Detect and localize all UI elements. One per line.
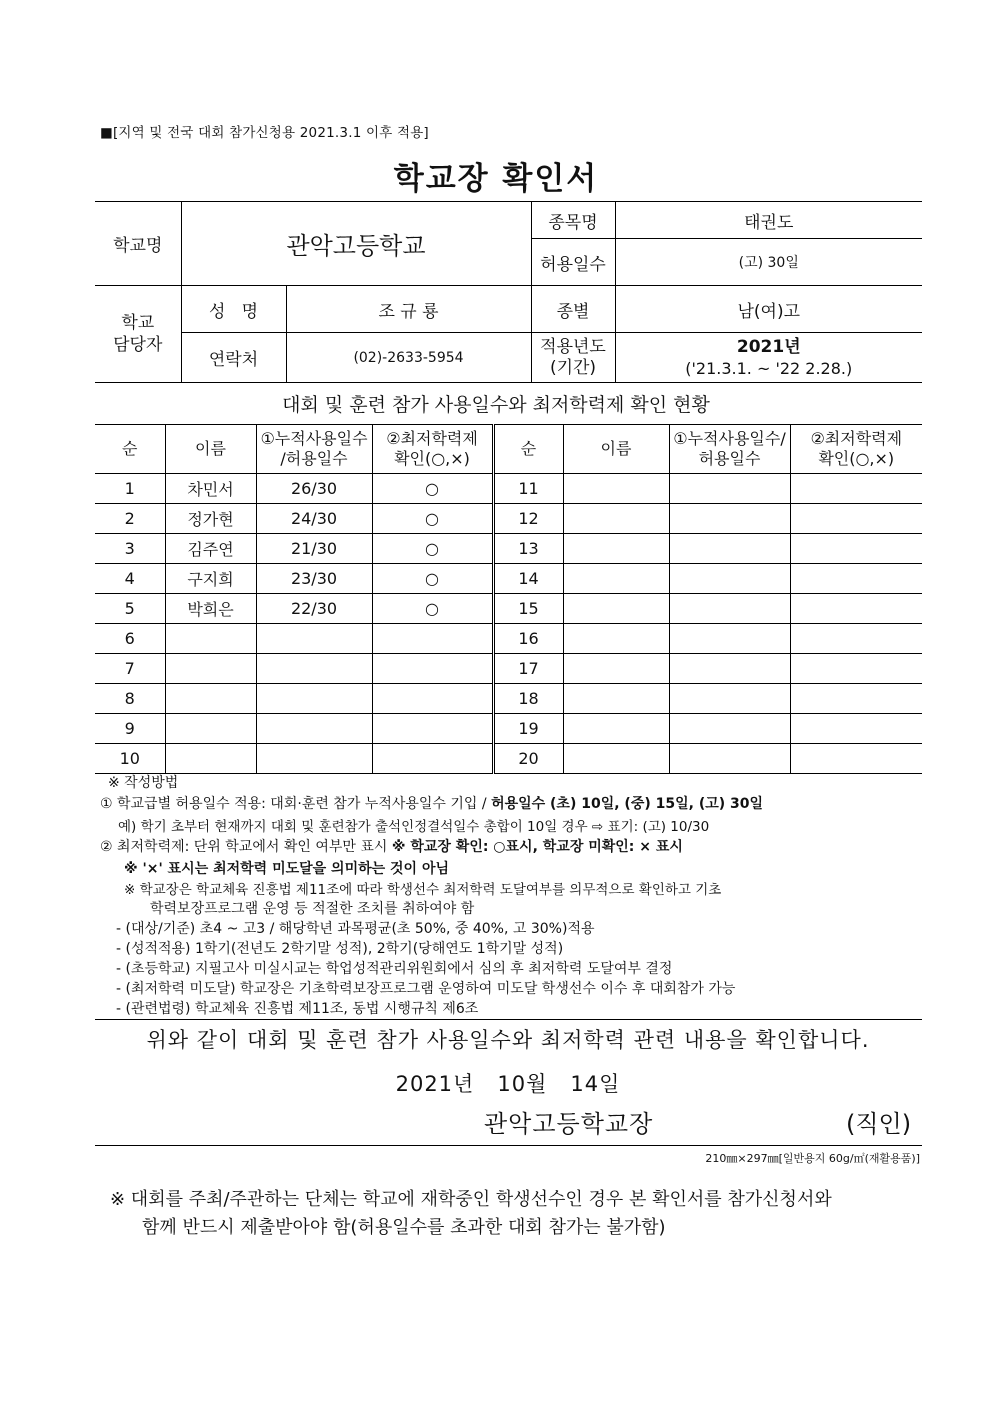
issue-date: 2021년 10월 14일: [395, 1072, 621, 1096]
row-name: [165, 624, 256, 654]
row-days-2: [669, 744, 790, 774]
school-label: 학교명: [95, 202, 181, 286]
section-title: 대회 및 훈련 참가 사용일수와 최저학력제 확인 현황: [282, 394, 710, 416]
row-check: [372, 684, 493, 714]
year-label: 적용년도 (기간): [531, 333, 615, 383]
row-check-2: [790, 744, 922, 774]
row-days: [256, 684, 372, 714]
row-check-2: [790, 714, 922, 744]
paper-spec: 210㎜×297㎜[일반용지 60g/㎡(재활용품)]: [705, 1152, 920, 1165]
method-line-11: - (관련법령) 학교체육 진흥법 제11조, 동법 시행규칙 제6조: [116, 1001, 479, 1017]
row-no-2: 18: [493, 684, 563, 714]
row-check: [372, 744, 493, 774]
row-days-2: [669, 534, 790, 564]
row-days-2: [669, 474, 790, 504]
row-no: 8: [95, 684, 165, 714]
allowed-days-value: (고) 30일: [615, 239, 922, 286]
official-seal-label: (직인): [846, 1110, 912, 1138]
row-days: 21/30: [256, 534, 372, 564]
divider-line: [95, 1019, 922, 1020]
table-row: [95, 714, 922, 744]
row-no-2: 12: [493, 504, 563, 534]
table-row: [95, 594, 922, 624]
row-days: [256, 654, 372, 684]
col-header-no-2: 순: [493, 425, 563, 474]
row-days-2: [669, 684, 790, 714]
method-line-5: ※ 학교장은 학교체육 진흥법 제11조에 따라 학생선수 최저학력 도달여부를 의무적으로 확인하고 기초: [124, 882, 722, 898]
method-line-7: - (대상/기준) 초4 ~ 고3 / 해당학년 과목평균(초 50%, 중 40%, 고 30%)적용: [116, 921, 595, 937]
gender-label: 종별: [531, 286, 615, 333]
row-check-2: [790, 654, 922, 684]
row-check: ○: [372, 594, 493, 624]
row-no-2: 14: [493, 564, 563, 594]
row-check-2: [790, 474, 922, 504]
method-line-3-b: ※ 학교장 확인: ○표시, 학교장 미확인: × 표시: [391, 839, 683, 855]
row-name: [165, 654, 256, 684]
col-header-name: 이름: [165, 425, 256, 474]
row-check: ○: [372, 474, 493, 504]
row-no: 1: [95, 474, 165, 504]
row-days-2: [669, 624, 790, 654]
row-name-2: [563, 504, 669, 534]
row-days-2: [669, 564, 790, 594]
row-name: 구지희: [165, 564, 256, 594]
row-no-2: 13: [493, 534, 563, 564]
row-name-2: [563, 684, 669, 714]
row-no-2: 11: [493, 474, 563, 504]
row-check: [372, 714, 493, 744]
method-line-8: - (성적적용) 1학기(전년도 2학기말 성적), 2학기(당해연도 1학기말 성적): [116, 941, 564, 957]
method-line-9: - (초등학교) 지필고사 미실시교는 학업성적관리위원회에서 심의 후 최저학력 도달여부 결정: [116, 961, 673, 977]
row-no: 6: [95, 624, 165, 654]
row-check-2: [790, 684, 922, 714]
col-header-check: ②최저학력제 확인(○,×): [372, 425, 493, 474]
row-days: [256, 744, 372, 774]
row-name-2: [563, 654, 669, 684]
row-days-2: [669, 594, 790, 624]
row-name-2: [563, 714, 669, 744]
year-period: ('21.3.1. ~ '22 2.28.): [685, 358, 853, 378]
row-name: 김주연: [165, 534, 256, 564]
row-name: [165, 744, 256, 774]
row-no: 7: [95, 654, 165, 684]
row-no: 2: [95, 504, 165, 534]
col-header-days: ①누적사용일수 /허용일수: [256, 425, 372, 474]
sport-label: 종목명: [531, 202, 615, 239]
form-header-note: ■[지역 및 전국 대회 참가신청용 2021.3.1 이후 적용]: [100, 125, 429, 141]
row-no-2: 16: [493, 624, 563, 654]
row-days: [256, 714, 372, 744]
row-days: 22/30: [256, 594, 372, 624]
row-check: [372, 624, 493, 654]
table-row: [95, 504, 922, 534]
table-row: [95, 744, 922, 774]
gender-value: 남(여)고: [615, 286, 922, 333]
status-table: [95, 424, 922, 774]
row-no: 5: [95, 594, 165, 624]
contact-value: (02)-2633-5954: [286, 333, 531, 383]
table-row: [95, 534, 922, 564]
year-value: 2021년: [736, 336, 801, 357]
row-check: [372, 654, 493, 684]
manager-label: 학교 담당자: [95, 286, 181, 383]
method-line-4: ※ '×' 표시는 최저학력 미도달을 의미하는 것이 아님: [124, 861, 449, 877]
row-name: 정가현: [165, 504, 256, 534]
method-line-6: 학력보장프로그램 운영 등 적절한 조치를 취하여야 함: [150, 901, 475, 917]
method-line-10: - (최저학력 미도달) 학교장은 기초학력보장프로그램 운영하여 미도달 학생선수 이수 후 대회참가 가능: [116, 981, 736, 997]
method-line-3: [100, 836, 683, 856]
row-name: 박희은: [165, 594, 256, 624]
row-check: ○: [372, 504, 493, 534]
year-cell: [615, 333, 922, 383]
table-row: [95, 564, 922, 594]
col-header-days-2: ①누적사용일수/ 허용일수: [669, 425, 790, 474]
method-line-3-a: ② 최저학력제: 단위 학교에서 확인 여부만 표시: [100, 839, 392, 855]
row-no: 9: [95, 714, 165, 744]
confirm-statement: 위와 같이 대회 및 훈련 참가 사용일수와 최저학력 관련 내용을 확인합니다.: [146, 1028, 870, 1052]
document-title: 학교장 확인서: [393, 161, 599, 197]
row-check-2: [790, 564, 922, 594]
school-info-table: [95, 201, 922, 383]
row-name: [165, 714, 256, 744]
method-line-2: 예) 학기 초부터 현재까지 대회 및 훈련참가 출석인정결석일수 총합이 10일 경우 ⇨ 표기: (고) 10/30: [118, 819, 710, 835]
row-check: ○: [372, 564, 493, 594]
row-days: 26/30: [256, 474, 372, 504]
name-label: 성 명: [181, 286, 286, 333]
row-days-2: [669, 654, 790, 684]
table-row: [95, 654, 922, 684]
row-check-2: [790, 624, 922, 654]
row-name-2: [563, 744, 669, 774]
row-days: [256, 624, 372, 654]
table-row: [95, 474, 922, 504]
school-name: 관악고등학교: [181, 202, 531, 286]
row-no: 10: [95, 744, 165, 774]
row-no: 4: [95, 564, 165, 594]
method-heading: ※ 작성방법: [108, 775, 179, 791]
row-name-2: [563, 534, 669, 564]
row-check-2: [790, 504, 922, 534]
footnote-line-2: 함께 반드시 제출받아야 함(허용일수를 초과한 대회 참가는 불가함): [142, 1217, 666, 1238]
row-name: 차민서: [165, 474, 256, 504]
row-name-2: [563, 594, 669, 624]
row-no-2: 17: [493, 654, 563, 684]
row-no-2: 15: [493, 594, 563, 624]
status-header-row: [95, 425, 922, 474]
method-line-1-a: ① 학교급별 허용일수 적용: 대회·훈련 참가 누적사용일수 기입 /: [100, 796, 492, 812]
allowed-days-label: 허용일수: [531, 239, 615, 286]
table-row: [95, 624, 922, 654]
row-no-2: 19: [493, 714, 563, 744]
col-header-name-2: 이름: [563, 425, 669, 474]
row-name: [165, 684, 256, 714]
row-name-2: [563, 474, 669, 504]
row-check: ○: [372, 534, 493, 564]
row-check-2: [790, 534, 922, 564]
row-days: 24/30: [256, 504, 372, 534]
row-days-2: [669, 504, 790, 534]
row-name-2: [563, 564, 669, 594]
name-value: 조 규 룡: [286, 286, 531, 333]
col-header-no: 순: [95, 425, 165, 474]
method-line-1-b: 허용일수 (초) 10일, (중) 15일, (고) 30일: [491, 796, 764, 812]
bottom-divider: [95, 1145, 922, 1146]
footnote-line-1: ※ 대회를 주최/주관하는 단체는 학교에 재학중인 학생선수인 경우 본 확인서를 참가신청서와: [110, 1189, 832, 1210]
method-line-1: [100, 793, 763, 813]
row-check-2: [790, 594, 922, 624]
table-row: [95, 684, 922, 714]
sport-value: 태권도: [615, 202, 922, 239]
row-no-2: 20: [493, 744, 563, 774]
row-days: 23/30: [256, 564, 372, 594]
row-days-2: [669, 714, 790, 744]
principal-name: 관악고등학교장: [484, 1110, 654, 1138]
contact-label: 연락처: [181, 333, 286, 383]
row-name-2: [563, 624, 669, 654]
col-header-check-2: ②최저학력제 확인(○,×): [790, 425, 922, 474]
row-no: 3: [95, 534, 165, 564]
